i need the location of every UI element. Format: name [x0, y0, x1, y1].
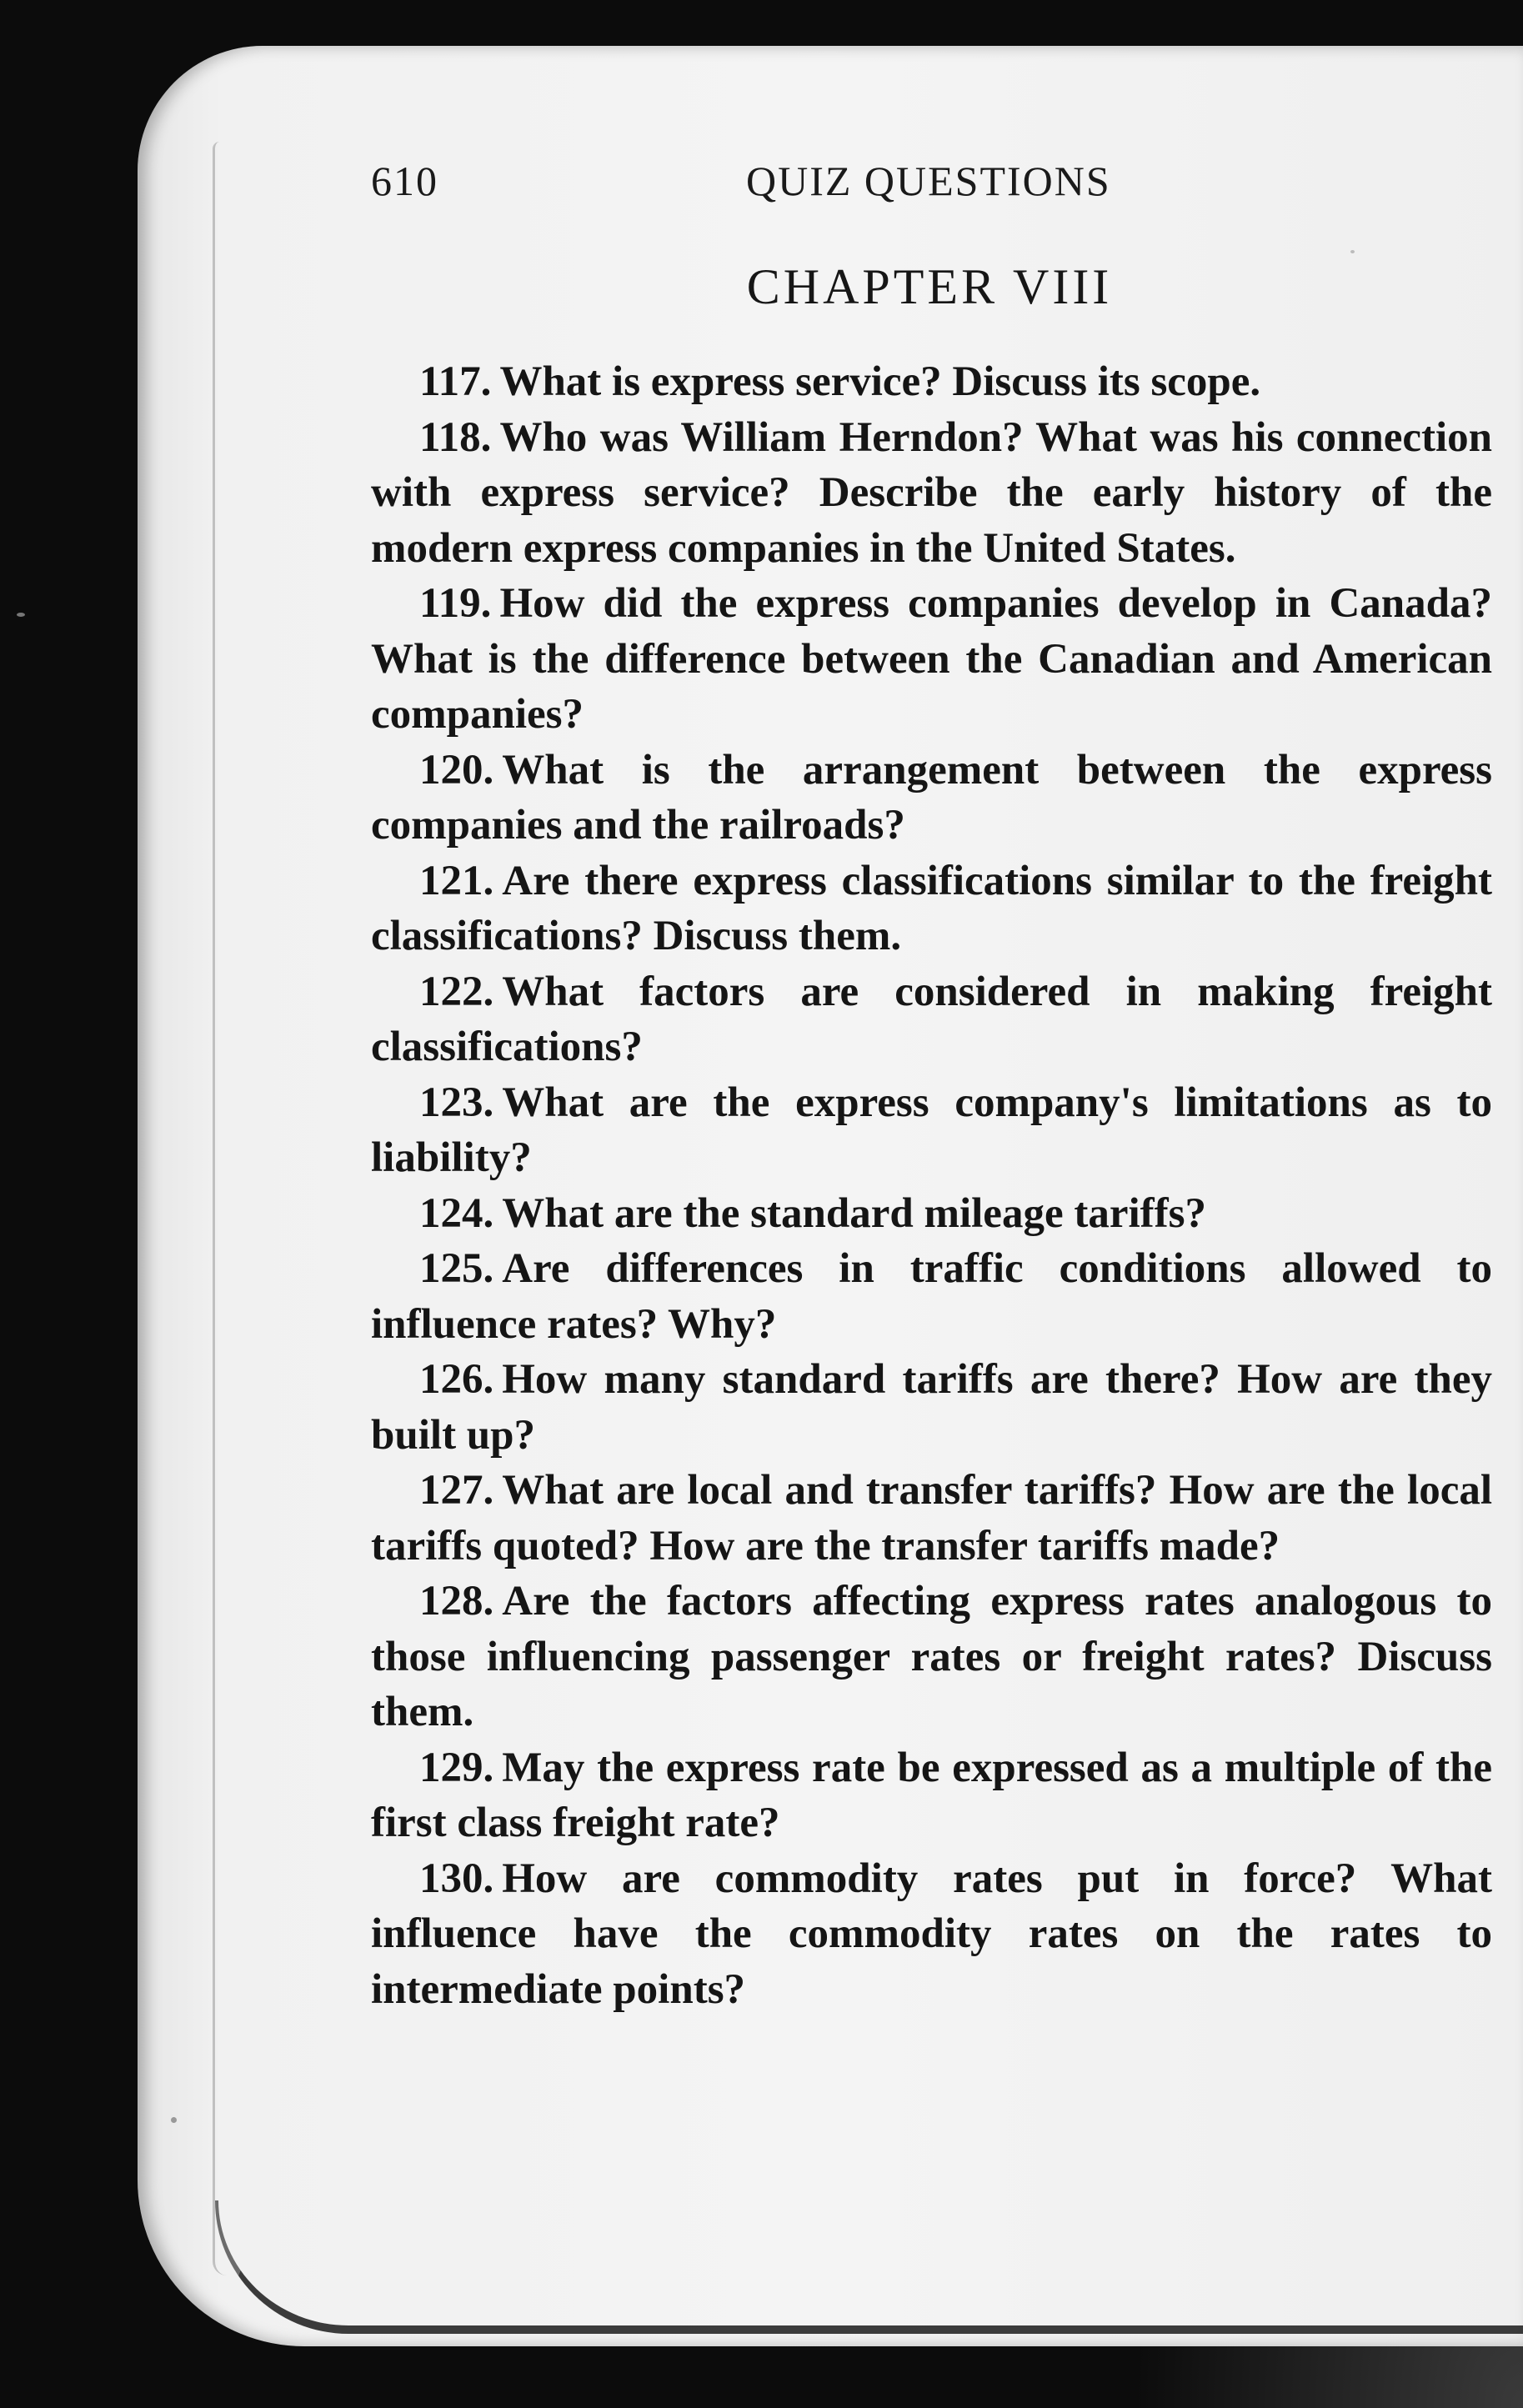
scan-speck — [1350, 250, 1355, 253]
question-item — [371, 854, 1492, 964]
question-item — [371, 1463, 1492, 1574]
question-item — [371, 1740, 1492, 1851]
question-number: 121. — [419, 857, 494, 904]
page-inner-edge — [213, 142, 227, 2275]
question-item — [371, 1574, 1492, 1740]
question-text: What factors are considered in making freight classifications? — [371, 968, 1492, 1070]
question-text: How are commodity rates put in force? What influence have the commodity rates on the rates to intermediate points? — [371, 1855, 1492, 2013]
question-text: What are the express company's limitations as to liability? — [371, 1079, 1492, 1181]
question-text: What is express service? Discuss its scope. — [499, 358, 1261, 405]
question-item — [371, 1851, 1492, 2018]
question-text: Are the factors affecting express rates analogous to those influencing passenger rates or freight rates? Discuss them. — [371, 1578, 1492, 1735]
question-number: 119. — [419, 580, 492, 627]
question-text: Who was William Herndon? What was his connection with express service? Describe the early history of the modern express companies in the United States. — [371, 413, 1492, 572]
question-item — [371, 1075, 1492, 1186]
scan-speck — [17, 613, 25, 617]
page-number: 610 — [371, 158, 438, 204]
question-text: What is the arrangement between the express companies and the railroads? — [371, 746, 1492, 849]
question-item — [371, 1186, 1492, 1242]
question-number: 122. — [419, 968, 494, 1015]
question-number: 126. — [419, 1356, 494, 1403]
question-list — [371, 354, 1492, 2017]
question-text: What are the standard mileage tariffs? — [502, 1189, 1206, 1237]
question-number: 129. — [419, 1744, 494, 1791]
question-item — [371, 1241, 1492, 1352]
question-text: Are there express classifications similar to the freight classifications? Discuss them. — [371, 857, 1492, 959]
question-item — [371, 354, 1492, 410]
scan-speck — [171, 2117, 177, 2123]
page-curl-shadow — [215, 2200, 1523, 2334]
question-number: 130. — [419, 1855, 494, 1902]
question-item — [371, 1352, 1492, 1463]
running-title: QUIZ QUESTIONS — [746, 158, 1111, 204]
question-number: 124. — [419, 1189, 494, 1237]
question-number: 127. — [419, 1467, 494, 1514]
question-item — [371, 410, 1492, 577]
question-item — [371, 576, 1492, 743]
question-number: 128. — [419, 1578, 494, 1625]
question-text: May the express rate be expressed as a multiple of the first class freight rate? — [371, 1744, 1492, 1846]
question-number: 123. — [419, 1079, 494, 1126]
question-text: How did the express companies develop in Canada? What is the difference between the Canadian and American companies? — [371, 580, 1492, 738]
question-item — [371, 964, 1492, 1075]
question-text: What are local and transfer tariffs? How are the local tariffs quoted? How are the transfer tariffs made? — [371, 1467, 1492, 1569]
chapter-heading: CHAPTER VIII — [746, 259, 1113, 314]
running-head — [371, 157, 1488, 215]
question-item — [371, 743, 1492, 854]
question-text: Are differences in traffic conditions allowed to influence rates? Why? — [371, 1245, 1492, 1348]
question-text: How many standard tariffs are there? How are they built up? — [371, 1356, 1492, 1459]
question-number: 120. — [419, 746, 494, 793]
question-number: 125. — [419, 1245, 494, 1292]
question-number: 118. — [419, 413, 492, 461]
question-number: 117. — [419, 358, 492, 405]
